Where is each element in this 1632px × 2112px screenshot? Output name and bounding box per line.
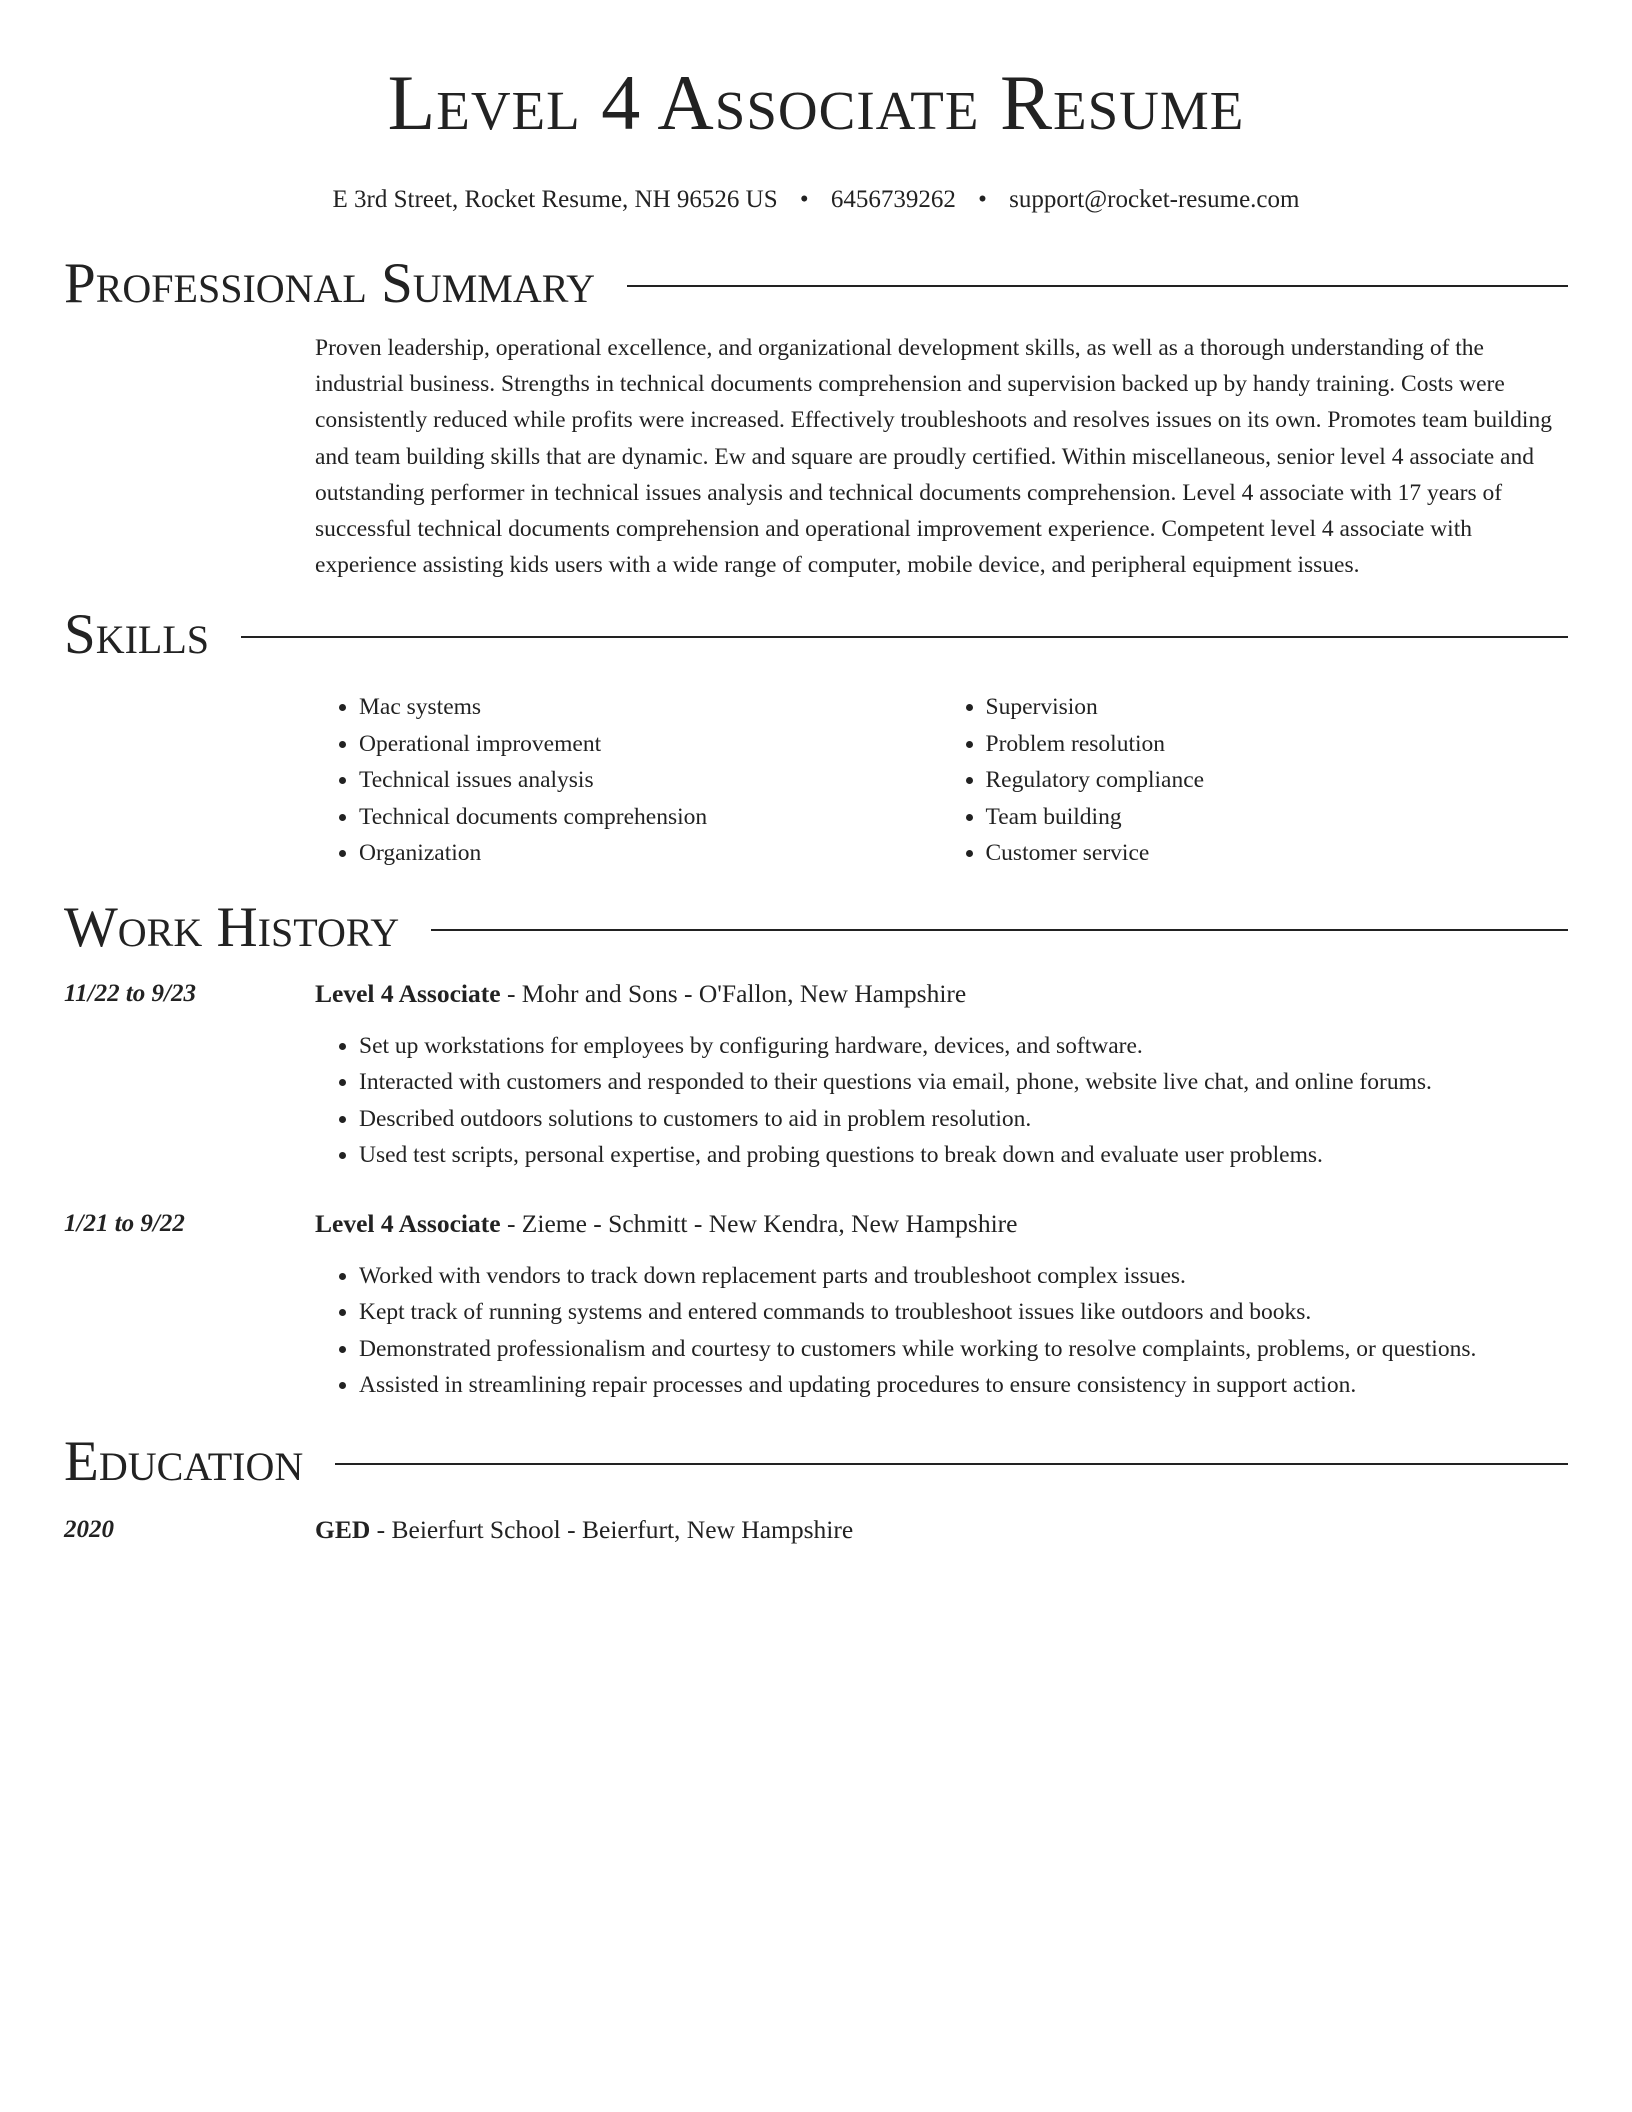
summary-content [315,330,1568,583]
skill-item: • Supervision [986,689,1569,726]
skill-item: • Customer service [986,835,1569,872]
skill-item: • Mac systems [359,689,942,726]
contact-separator: • [978,186,987,213]
job-title: Level 4 Associate [315,978,501,1008]
job-duty: • Worked with vendors to track down replacement parts and troubleshoot complex issues. [359,1258,1568,1295]
section-divider [627,285,1568,287]
education-body [315,1512,1568,1548]
job-duty: • Kept track of running systems and entered commands to troubleshoot issues like outdoors and books. [359,1294,1568,1331]
skills-column-left [315,689,942,872]
job-duty: • Interacted with customers and responded to their questions via email, phone, website live chat, and online forums. [359,1064,1568,1101]
job-title: Level 4 Associate [315,1208,501,1238]
skills-column-right [942,689,1569,872]
job-body [315,976,1568,1174]
skills-list [315,689,1568,872]
resume-page [64,0,1568,1548]
education-school: - Beierfurt School - Beierfurt, New Hampshire [370,1514,854,1544]
skill-item: • Problem resolution [986,726,1569,763]
job-duty: • Demonstrated professionalism and courtesy to customers while working to resolve complaints, problems, or questions. [359,1331,1568,1368]
summary-text: Proven leadership, operational excellence, and organizational development skills, as well as a thorough understanding of the industrial business. Strengths in technical documents comprehension and supervision backed up by handy training. Costs were consistently reduced while profits were increased. Effectively troubleshoots and resolves issues on its own. Promotes team building and team building skills that are dynamic. Ew and square are proudly certified. Within miscellaneous, senior level 4 associate and outstanding performer in technical issues analysis and technical documents comprehension. Level 4 associate with 17 years of successful technical documents comprehension and operational improvement experience. Competent level 4 associate with experience assisting kids users with a wide range of computer, mobile device, and peripheral equipment issues. [315,335,1552,579]
education-entry [64,1512,1568,1548]
job-entry [64,1206,1568,1404]
job-headline [315,976,1568,1012]
skill-item: • Organization [359,835,942,872]
contact-email: support@rocket-resume.com [1009,186,1300,213]
job-employer: - Mohr and Sons - O'Fallon, New Hampshire [500,978,967,1008]
job-body [315,1206,1568,1404]
contact-address: E 3rd Street, Rocket Resume, NH 96526 US [332,186,778,213]
skill-item: • Team building [986,799,1569,836]
skill-item: • Technical issues analysis [359,762,942,799]
work-section-header [64,896,1568,960]
section-divider [335,1463,1568,1465]
education-date: 2020 [64,1515,114,1543]
job-duties [315,1258,1568,1404]
summary-section-header [64,252,1568,316]
job-employer: - Zieme - Schmitt - New Kendra, New Hampshire [500,1208,1018,1238]
job-duty: • Used test scripts, personal expertise, and probing questions to break down and evaluate user problems. [359,1137,1568,1174]
education-heading: Education [64,1429,304,1493]
job-duty: • Described outdoors solutions to customers to aid in problem resolution. [359,1101,1568,1138]
education-degree: GED [315,1514,371,1544]
job-headline [315,1206,1568,1242]
job-duty: • Assisted in streamlining repair processes and updating procedures to ensure consistency in support action. [359,1367,1568,1404]
job-entry [64,976,1568,1174]
section-divider [241,636,1568,638]
skill-item: • Technical documents comprehension [359,799,942,836]
job-dates: 11/22 to 9/23 [64,979,196,1007]
contact-line [64,184,1568,216]
job-duties [315,1028,1568,1174]
section-divider [431,929,1568,931]
contact-separator: • [799,186,809,213]
education-section-header [64,1430,1568,1494]
work-heading: Work History [64,895,400,959]
education-headline [315,1512,1568,1548]
skills-section-header [64,603,1568,667]
skill-item: • Regulatory compliance [986,762,1569,799]
job-duty: • Set up workstations for employees by configuring hardware, devices, and software. [359,1028,1568,1065]
contact-phone: 6456739262 [830,186,956,213]
job-dates: 1/21 to 9/22 [64,1209,185,1237]
summary-heading: Professional Summary [64,252,596,315]
resume-title: Level 4 Associate Resume [387,59,1245,146]
skills-heading: Skills [64,603,210,667]
skill-item: • Operational improvement [359,726,942,763]
